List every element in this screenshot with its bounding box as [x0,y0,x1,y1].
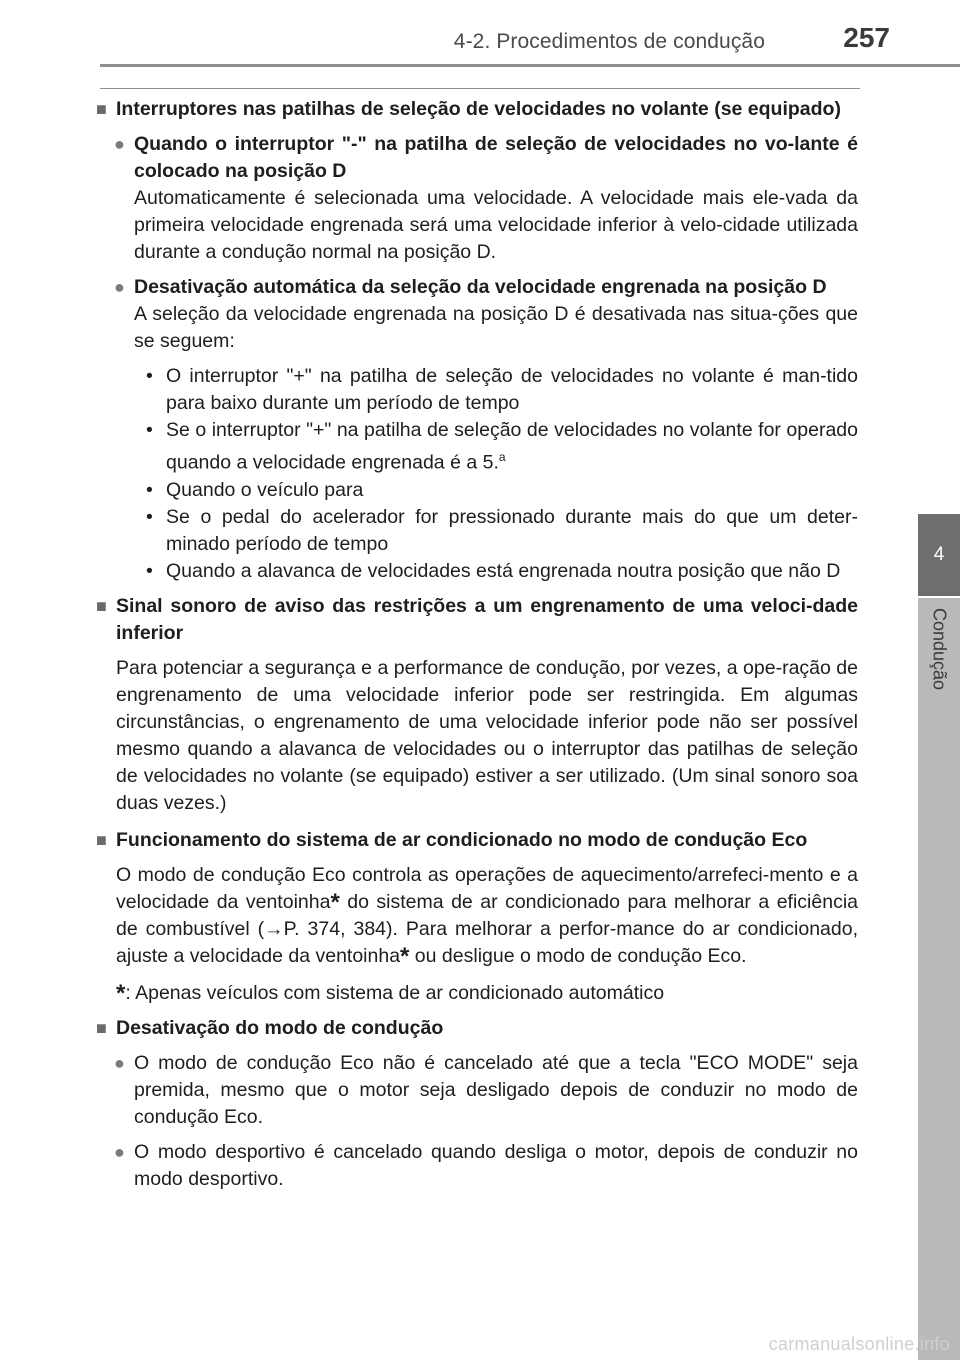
heading-drive-mode-off [96,1015,858,1042]
chapter-tab-number: 4 [918,514,960,596]
list-item: • Se o pedal do acelerador for pressionado durante mais do que um deter-minado período de tempo [146,504,858,558]
paragraph-text: A seleção da velocidade engrenada na posição D é desativada nas situa-ções que se seguem: [134,303,858,352]
list-item: • Quando a alavanca de velocidades está engrenada noutra posição que não D [146,558,858,585]
subheading-text: Desativação automática da seleção da velocidade engrenada na posição D [134,276,827,298]
paragraph-text: O modo desportivo é cancelado quando desliga o motor, depois de conduzir no modo desportivo. [134,1140,858,1190]
heading-text: Sinal sonoro de aviso das restrições a um engrenamento de uma veloci-dade inferior [116,594,858,644]
watermark: carmanualsonline.info [768,1334,950,1354]
footnote-marker: a [498,450,506,464]
heading-text: Desativação do modo de condução [116,1016,444,1039]
circle-bullet-icon: ● [114,134,125,154]
heading-text: Interruptores nas patilhas de seleção de velocidades no volante (se equipado) [116,98,841,120]
paragraph-text: O modo de condução Eco não é cancelado até que a tecla "ECO MODE" seja premida, mesmo que o motor seja desligado depois de conduzir no modo de condução Eco. [134,1051,858,1128]
asterisk-marker: * [116,979,126,1007]
item-eco-cancel [96,1050,858,1131]
chapter-label-text: Condução [929,608,950,691]
page-content [96,96,858,1201]
heading-downshift-buzzer [96,593,858,647]
asterisk-marker: * [330,888,340,916]
heading-text: Funcionamento do sistema de ar condicionado no modo de condução Eco [116,828,808,851]
page-number: 257 [843,22,890,53]
section-title: 4-2. Procedimentos de condução [453,30,765,53]
square-bullet-icon: ■ [96,99,107,119]
arrow-icon: → [264,917,284,940]
circle-bullet-icon: ● [114,1141,125,1162]
paragraph-eco-ac: O modo de condução Eco controla as operações de aquecimento/arrefeci-mento e a velocidade da ventoinha* do sistema de ar condicionado para melhorar a eficiência de combustível (→P. 374, 384). Para melhorar a perfor-mance do ar condicionado, ajuste a velocidade da ventoinha* ou desligue o modo de condução Eco. [116,863,858,970]
paragraph-downshift: Para potenciar a segurança e a performance de condução, por vezes, a ope-ração de engrenamento de uma velocidade inferior pode ser restringida. Em algumas circunstâncias, o engrenamento de uma velocidade inferior pode não ser possível mesmo quando a alavanca de velocidades ou o interruptor das patilhas de seleção de velocidades no volante (se equipado) estiver a ser utilizado. (Um sinal sonoro soa duas vezes.) [116,656,858,814]
deactivation-list [96,363,858,585]
heading-paddle-switches [96,96,858,123]
paragraph-text: Automaticamente é selecionada uma velocidade. A velocidade mais ele-vada da primeira velocidade engrenada será uma velocidade inferior à velo-cidade utilizada durante a condução normal na posição D. [134,187,858,263]
header-rule [100,64,960,67]
subheading-text: Quando o interruptor "-" na patilha de seleção de velocidades no vo-lante é colocado na posição D [134,133,858,182]
heading-eco-ac [96,827,858,854]
footnote: *: Apenas veículos com sistema de ar condicionado automático [116,979,665,1007]
page-header [0,0,960,70]
chapter-tab-label [918,598,960,718]
asterisk-marker: * [400,942,410,970]
square-bullet-icon: ■ [96,595,107,616]
list-item: • Quando o veículo para [146,477,858,504]
circle-bullet-icon: ● [114,1052,125,1073]
square-bullet-icon: ■ [96,1017,107,1038]
circle-bullet-icon: ● [114,277,125,297]
header-rule-thin [100,88,860,89]
square-bullet-icon: ■ [96,829,107,850]
list-item: • O interruptor "+" na patilha de seleção de velocidades no volante é man-tido para baixo durante um período de tempo [146,363,858,417]
subheading-minus-switch [96,131,858,266]
list-item: • Se o interruptor "+" na patilha de seleção de velocidades no volante for operado quando a velocidade engrenada é a 5.$^a$ [146,417,858,477]
item-sport-cancel [96,1139,858,1193]
subheading-auto-deactivation [96,274,858,355]
